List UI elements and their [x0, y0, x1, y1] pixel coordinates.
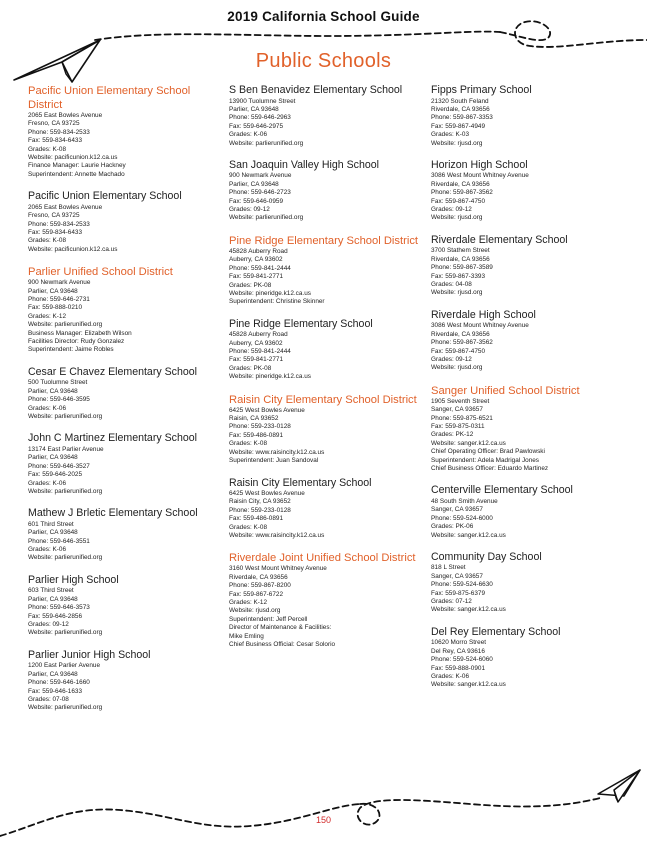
school-name: Pine Ridge Elementary School [229, 317, 373, 330]
school-entry [28, 366, 224, 422]
entry-detail-line: Website: pineridge.k12.ca.us [229, 289, 311, 297]
entry-detail-line: Superintendent: Christine Skinner [229, 298, 325, 306]
entry-detail-line: Website: pineridge.k12.ca.us [229, 373, 311, 381]
school-entry [431, 234, 627, 298]
entry-detail-line: Fax: 559-867-4750 [431, 347, 486, 355]
paper-airplane-icon-bottom-right [598, 770, 640, 802]
entry-detail-line: Fax: 559-841-2771 [229, 356, 284, 364]
entry-detail-line: Grades: K-06 [28, 546, 67, 554]
entry-detail-line: Fax: 559-646-2856 [28, 612, 83, 620]
school-name: Parlier High School [28, 573, 119, 586]
entry-detail-line: 2065 East Bowles Avenue [28, 203, 103, 211]
entry-detail-line: Parlier, CA 93648 [28, 595, 78, 603]
district-entry [431, 384, 627, 474]
entry-detail-line: 3086 West Mount Whitney Avenue [431, 322, 529, 330]
school-name: Centerville Elementary School [431, 484, 573, 497]
entry-detail-line: Website: parlierunified.org [229, 139, 304, 147]
entry-detail-line: Phone: 559-646-3527 [28, 462, 90, 470]
entry-detail-line: Phone: 559-867-3589 [431, 264, 493, 272]
entry-detail-line: 13900 Tuolumne Street [229, 97, 296, 105]
entry-detail-line: Superintendent: Adela Madrigal Jones [431, 456, 540, 464]
entry-detail-line: Auberry, CA 93602 [229, 256, 283, 264]
entry-detail-line: Director of Maintenance & Facilities: [229, 624, 332, 632]
school-entry [229, 84, 425, 148]
entry-detail-line: Grades: K-06 [431, 673, 470, 680]
entry-detail-line: Riverdale, CA 93656 [431, 105, 490, 113]
entry-detail-line: Website: sanger.k12.ca.us [431, 606, 506, 614]
entry-detail-line: Riverdale, CA 93656 [431, 255, 490, 263]
entry-detail-line: Fax: 559-867-4750 [431, 197, 486, 205]
school-name: Mathew J Brletic Elementary School [28, 507, 198, 520]
entry-detail-line: Superintendent: Juan Sandoval [229, 457, 319, 465]
entry-detail-line: 48 South Smith Avenue [431, 497, 498, 505]
entry-detail-line: Website: www.raisincity.k12.ca.us [229, 532, 325, 540]
entry-detail-line: Phone: 559-867-3562 [431, 339, 493, 347]
entry-detail-line: Website: pacificunion.k12.ca.us [28, 245, 118, 253]
entry-detail-line: Raisin City, CA 93652 [229, 498, 291, 506]
entry-detail-line: Phone: 559-875-6521 [431, 414, 493, 422]
school-name: Parlier Junior High School [28, 648, 151, 661]
entry-detail-line: Fax: 559-646-0959 [229, 197, 284, 205]
entry-detail-line: 900 Newmark Avenue [229, 172, 292, 180]
district-name: Pacific Union Elementary School District [28, 85, 191, 111]
guide-title: 2019 California School Guide [227, 9, 420, 24]
entry-detail-line: Phone: 559-233-0128 [229, 506, 291, 514]
school-name: S Ben Benavidez Elementary School [229, 84, 403, 96]
entry-detail-line: Website: sanger.k12.ca.us [431, 439, 506, 447]
entry-detail-line: 1200 East Parlier Avenue [28, 662, 101, 670]
school-name: Horizon High School [431, 158, 528, 171]
entry-detail-line: Superintendent: Annette Machado [28, 170, 125, 178]
district-entry [28, 265, 224, 355]
entry-detail-line: Grades: PK-08 [229, 364, 272, 372]
directory-column-1 [28, 84, 224, 724]
entry-detail-line: Facilities Director: Rudy Gonzalez [28, 338, 125, 346]
entry-detail-line: Grades: 07-08 [28, 695, 69, 703]
district-entry [28, 84, 224, 179]
school-name: Community Day School [431, 550, 542, 563]
section-title: Public Schools [255, 50, 392, 72]
entry-detail-line: Grades: 09-12 [28, 620, 69, 628]
entry-detail-line: Sanger, CA 93657 [431, 406, 483, 414]
entry-detail-line: Superintendent: Jeff Percell [229, 615, 308, 623]
entry-detail-line: Parlier, CA 93648 [28, 387, 78, 395]
entry-detail-line: Grades: K-06 [28, 404, 67, 412]
entry-detail-line: Website: parlierunified.org [28, 412, 103, 420]
entry-detail-line: Grades: K-06 [229, 131, 268, 139]
entry-detail-line: 3160 West Mount Whitney Avenue [229, 565, 327, 573]
entry-detail-line: 601 Third Street [28, 520, 74, 528]
entry-detail-line: Chief Business Officer: Eduardo Martinez [431, 465, 549, 472]
district-name: Pine Ridge Elementary School District [229, 234, 419, 247]
entry-detail-line: Auberry, CA 93602 [229, 339, 283, 347]
entry-detail-line: Phone: 559-524-6000 [431, 514, 493, 522]
entry-detail-line: Raisin, CA 93652 [229, 415, 279, 423]
entry-detail-line: Grades: K-08 [28, 145, 67, 153]
entry-detail-line: Fax: 559-867-3393 [431, 272, 486, 280]
entry-detail-line: 603 Third Street [28, 587, 74, 595]
entry-detail-line: Phone: 559-646-1660 [28, 679, 90, 687]
district-name: Raisin City Elementary School District [229, 393, 417, 406]
entry-detail-line: Website: pacificunion.k12.ca.us [28, 154, 118, 162]
entry-detail-line: Grades: K-08 [229, 440, 268, 448]
entry-detail-line: Phone: 559-646-2963 [229, 114, 291, 122]
top-dashed-path [95, 32, 500, 40]
entry-detail-line: Sanger, CA 93657 [431, 506, 483, 514]
entry-detail-line: Fresno, CA 93725 [28, 120, 80, 128]
entry-detail-line: Grades: PK-12 [431, 431, 474, 439]
school-name: Del Rey Elementary School [431, 625, 561, 638]
entry-detail-line: Chief Operating Officer: Brad Pawlowski [431, 448, 545, 456]
entry-detail-line: 45828 Auberry Road [229, 331, 288, 339]
school-name: Riverdale High School [431, 308, 536, 321]
entry-detail-line: Website: sanger.k12.ca.us [431, 681, 506, 689]
entry-detail-line: Website: www.raisincity.k12.ca.us [229, 448, 325, 456]
entry-detail-line: Website: parlierunified.org [229, 214, 304, 222]
school-name: Raisin City Elementary School [229, 476, 372, 489]
entry-detail-line: Grades: 07-12 [431, 598, 472, 606]
entry-detail-line: Fax: 559-646-2025 [28, 471, 83, 479]
district-name: Parlier Unified School District [28, 266, 173, 279]
entry-detail-line: Fresno, CA 93725 [28, 212, 80, 220]
page-number: 150 [315, 815, 332, 825]
school-name: Riverdale Elementary School [431, 233, 568, 246]
entry-detail-line: Phone: 559-646-3595 [28, 396, 90, 404]
entry-detail-line: 10620 Morro Street [431, 639, 487, 647]
entry-detail-line: Fax: 559-841-2771 [229, 273, 284, 281]
entry-detail-line: Grades: K-08 [28, 237, 67, 245]
school-entry [28, 649, 224, 713]
entry-detail-line: Parlier, CA 93648 [28, 287, 78, 295]
entry-detail-line: Phone: 559-524-6630 [431, 581, 493, 589]
district-entry [229, 393, 425, 466]
entry-detail-line: Phone: 559-646-2723 [229, 189, 291, 197]
school-name: Cesar E Chavez Elementary School [28, 365, 197, 378]
entry-detail-line: Phone: 559-834-2533 [28, 220, 90, 228]
school-entry [229, 318, 425, 382]
entry-detail-line: Sanger, CA 93657 [431, 572, 483, 580]
school-name: John C Martinez Elementary School [28, 432, 197, 445]
entry-detail-line: Website: parlierunified.org [28, 487, 103, 495]
district-name: Sanger Unified School District [431, 384, 580, 397]
entry-detail-line: Phone: 559-233-0128 [229, 423, 291, 431]
school-entry [431, 626, 627, 690]
entry-detail-line: Grades: 09-12 [229, 206, 270, 214]
entry-detail-line: Grades: 09-12 [431, 206, 472, 214]
district-name: Riverdale Joint Unified School District [229, 552, 416, 565]
entry-detail-line: 1905 Seventh Street [431, 397, 490, 405]
entry-detail-line: Grades: K-12 [28, 312, 67, 320]
entry-detail-line: Phone: 559-834-2533 [28, 128, 90, 136]
entry-detail-line: Riverdale, CA 93656 [229, 573, 288, 581]
entry-detail-line: Grades: K-06 [28, 479, 67, 487]
entry-detail-line: Riverdale, CA 93656 [431, 330, 490, 338]
school-name: Pacific Union Elementary School [28, 190, 182, 203]
entry-detail-line: Finance Manager: Laurie Hackney [28, 162, 126, 170]
entry-detail-line: Website: sanger.k12.ca.us [431, 531, 506, 539]
entry-detail-line: Parlier, CA 93648 [28, 529, 78, 537]
school-entry [431, 159, 627, 223]
entry-detail-line: Website: parlierunified.org [28, 321, 103, 329]
entry-detail-line: Fax: 559-867-6722 [229, 590, 284, 598]
entry-detail-line: Grades: PK-06 [431, 523, 474, 531]
entry-detail-line: Mike Emling [229, 632, 264, 640]
entry-detail-line: Website: rjusd.org [229, 607, 281, 615]
entry-detail-line: Phone: 559-867-8200 [229, 582, 291, 590]
entry-detail-line: 818 L Street [431, 564, 466, 572]
school-entry [431, 484, 627, 540]
entry-detail-line: 21320 South Feland [431, 97, 489, 105]
entry-detail-line: Grades: K-12 [229, 599, 268, 607]
entry-detail-line: 13174 East Parlier Avenue [28, 445, 104, 453]
entry-detail-line: Parlier, CA 93648 [28, 454, 78, 462]
entry-detail-line: Fax: 559-875-0311 [431, 422, 485, 430]
entry-detail-line: 6425 West Bowles Avenue [229, 406, 305, 414]
school-entry [28, 432, 224, 496]
school-name: San Joaquin Valley High School [229, 158, 379, 171]
entry-detail-line: Parlier, CA 93648 [229, 180, 279, 188]
entry-detail-line: Phone: 559-524-6060 [431, 656, 493, 664]
entry-detail-line: Grades: 04-08 [431, 281, 472, 288]
school-entry [229, 477, 425, 541]
entry-detail-line: Website: parlierunified.org [28, 629, 103, 637]
school-entry [431, 309, 627, 373]
entry-detail-line: Fax: 559-888-0210 [28, 304, 83, 312]
school-entry [431, 84, 627, 148]
school-entry [431, 551, 627, 615]
school-entry [28, 190, 224, 254]
entry-detail-line: Phone: 559-646-3573 [28, 604, 90, 612]
entry-detail-line: Parlier, CA 93648 [229, 105, 279, 113]
entry-detail-line: Grades: K-08 [229, 523, 268, 531]
entry-detail-line: Phone: 559-867-3562 [431, 189, 493, 197]
directory-column-2 [229, 84, 425, 661]
entry-detail-line: Del Rey, CA 93616 [431, 647, 485, 655]
entry-detail-line: Fax: 559-486-0891 [229, 515, 284, 523]
entry-detail-line: Chief Business Official: Cesar Solorio [229, 641, 336, 649]
entry-detail-line: Website: parlierunified.org [28, 704, 103, 712]
entry-detail-line: 45828 Auberry Road [229, 247, 288, 255]
school-entry [229, 159, 425, 223]
entry-detail-line: Phone: 559-841-2444 [229, 348, 291, 356]
entry-detail-line: Website: rjusd.org [431, 139, 483, 147]
entry-detail-line: 2065 East Bowles Avenue [28, 112, 103, 119]
school-entry [28, 574, 224, 638]
entry-detail-line: 6425 West Bowles Avenue [229, 490, 305, 497]
entry-detail-line: 3086 West Mount Whitney Avenue [431, 172, 529, 180]
entry-detail-line: Fax: 559-834-6433 [28, 228, 83, 236]
entry-detail-line: Fax: 559-888-0901 [431, 664, 486, 672]
entry-detail-line: Grades: K-03 [431, 131, 470, 139]
entry-detail-line: Superintendent: Jaime Robles [28, 346, 114, 354]
entry-detail-line: Website: rjusd.org [431, 289, 483, 297]
directory-column-3 [431, 84, 627, 701]
entry-detail-line: Website: rjusd.org [431, 214, 483, 222]
entry-detail-line: Phone: 559-841-2444 [229, 264, 291, 272]
entry-detail-line: Riverdale, CA 93656 [431, 180, 490, 188]
entry-detail-line: 900 Newmark Avenue [28, 279, 91, 287]
entry-detail-line: Fax: 559-834-6433 [28, 137, 83, 145]
school-name: Fipps Primary School [431, 84, 532, 96]
entry-detail-line: Fax: 559-486-0891 [229, 431, 284, 439]
school-entry [28, 507, 224, 563]
entry-detail-line: Phone: 559-867-3353 [431, 114, 493, 122]
entry-detail-line: Fax: 559-646-1633 [28, 687, 83, 695]
entry-detail-line: Phone: 559-646-2731 [28, 296, 90, 303]
entry-detail-line: Fax: 559-875-6379 [431, 589, 486, 597]
entry-detail-line: Parlier, CA 93648 [28, 670, 78, 678]
entry-detail-line: Fax: 559-867-4949 [431, 122, 486, 130]
entry-detail-line: 500 Tuolumne Street [28, 379, 88, 387]
entry-detail-line: 3700 Stathem Street [431, 247, 490, 255]
top-dashed-loop [500, 21, 647, 47]
entry-detail-line: Grades: PK-08 [229, 281, 272, 289]
entry-detail-line: Phone: 559-646-3551 [28, 537, 90, 545]
entry-detail-line: Website: rjusd.org [431, 364, 483, 372]
entry-detail-line: Business Manager: Elizabeth Wilson [28, 329, 132, 337]
district-entry [229, 551, 425, 649]
entry-detail-line: Grades: 09-12 [431, 355, 472, 363]
entry-detail-line: Fax: 559-646-2975 [229, 122, 284, 130]
district-entry [229, 234, 425, 307]
entry-detail-line: Website: parlierunified.org [28, 554, 103, 562]
